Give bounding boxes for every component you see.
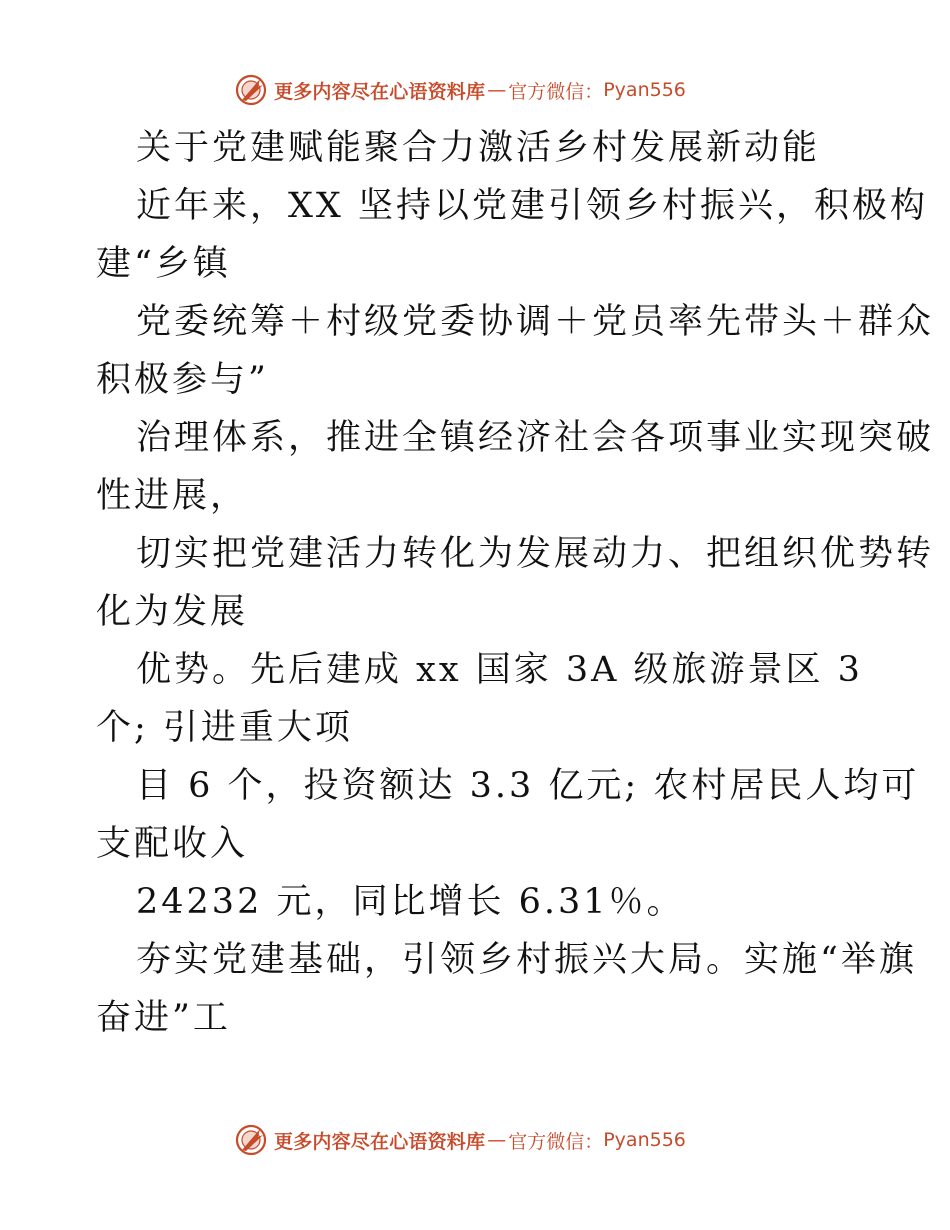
watermark-group (234, 70, 686, 110)
quill-logo-icon (234, 1123, 268, 1157)
watermark-separator: — (487, 1129, 507, 1151)
watermark-wechat-label: 官方微信： (508, 1130, 604, 1153)
watermark-group (234, 1120, 686, 1160)
paragraph-line: 优势。先后建成 xx 国家 3A 级旅游景区 3 (136, 650, 863, 690)
paragraph-line: 性进展， (96, 476, 249, 516)
paragraph-line: 目 6 个，投资额达 3.3 亿元; 农村居民人均可 (136, 766, 920, 806)
paragraph-line: 积极参与” (96, 360, 269, 400)
paragraph-line: 切实把党建活力转化为发展动力、把组织优势转 (136, 534, 935, 574)
watermark-text: 更多内容尽在心语资料库 (274, 1130, 486, 1153)
paragraph-line: 化为发展 (96, 592, 249, 632)
paragraph-line: 建“乡镇 (96, 244, 231, 284)
watermark-wechat-id: Pyan556 (603, 79, 686, 101)
paragraph-line: 24232 元，同比增长 6.31％。 (136, 882, 685, 922)
footer-watermark (0, 1120, 950, 1160)
watermark-wechat-label: 官方微信： (508, 80, 604, 103)
watermark-separator: — (487, 79, 507, 101)
watermark-wechat-id: Pyan556 (603, 1129, 686, 1151)
paragraph-line: 奋进”工 (96, 998, 231, 1038)
paragraph-line: 夯实党建基础，引领乡村振兴大局。实施“举旗 (136, 940, 917, 980)
watermark-text: 更多内容尽在心语资料库 (274, 80, 486, 103)
paragraph-line: 个; 引进重大项 (96, 708, 353, 748)
paragraph-line: 党委统筹＋村级党委协调＋党员率先带头＋群众 (136, 302, 935, 342)
paragraph-line: 近年来，XX 坚持以党建引领乡村振兴，积极构 (136, 186, 928, 226)
paragraph-line: 治理体系，推进全镇经济社会各项事业实现突破 (136, 418, 935, 458)
header-watermark (0, 70, 950, 110)
document-title: 关于党建赋能聚合力激活乡村发展新动能 (136, 128, 821, 168)
paragraph-line: 支配收入 (96, 824, 249, 864)
quill-logo-icon (234, 73, 268, 107)
